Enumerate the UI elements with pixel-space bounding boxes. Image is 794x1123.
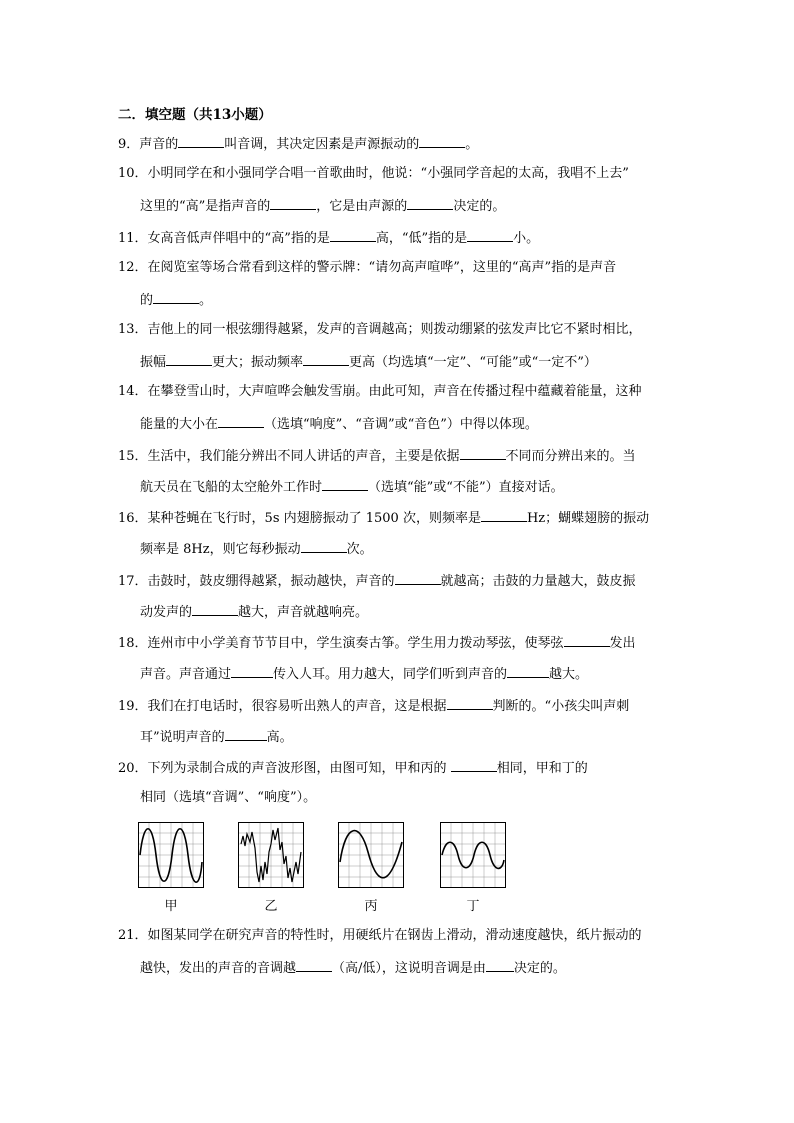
- question-13-line-2: 振幅 更大；振动频率 更高（均选填“一定”、“可能”或“一定不”）: [140, 352, 597, 372]
- question-10-line-1: 10．小明同学在和小强同学合唱一首歌曲时，他说：“小强同学音起的太高，我唱不上去”: [118, 166, 629, 181]
- section-title: 二．填空题（共13小题）: [118, 107, 272, 123]
- answer-blank[interactable]: [322, 477, 368, 491]
- answer-blank[interactable]: [225, 727, 267, 741]
- question-17-line-2: 动发声的 越大，声音就越响亮。: [140, 602, 368, 622]
- question-15-line-1: 15．生活中，我们能分辨出不同人讲话的声音，主要是依据 不同而分辨出来的。当: [118, 446, 636, 466]
- answer-blank[interactable]: [407, 196, 453, 210]
- answer-blank[interactable]: [178, 134, 224, 148]
- question-19-line-2: 耳”说明声音的 高。: [140, 727, 293, 747]
- answer-blank[interactable]: [301, 539, 347, 553]
- figure-label-bing: 丙: [364, 899, 378, 914]
- figure-label-ding: 丁: [466, 899, 480, 914]
- answer-blank[interactable]: [166, 352, 212, 366]
- question-15-line-2: 航天员在飞船的太空舱外工作时 （选填“能”或“不能”）直接对话。: [140, 477, 564, 497]
- question-14-line-2: 能量的大小在 （选填“响度”、“音调”或“音色”）中得以体现。: [140, 414, 538, 434]
- question-14-line-1: 14．在攀登雪山时，大声喧哗会触发雪崩。由此可知，声音在传播过程中蕴藏着能量，这种: [118, 384, 642, 399]
- answer-blank[interactable]: [564, 633, 610, 647]
- answer-blank[interactable]: [303, 352, 349, 366]
- waveform-bing: [338, 822, 404, 888]
- question-17-line-1: 17．击鼓时，鼓皮绷得越紧，振动越快，声音的 就越高；击鼓的力量越大，鼓皮振: [118, 571, 636, 591]
- question-12-line-2: 的 。: [140, 290, 212, 310]
- answer-blank[interactable]: [218, 414, 264, 428]
- question-16-line-2: 频率是 8Hz，则它每秒振动 次。: [140, 539, 373, 559]
- question-9: 9．声音的 叫音调，其决定因素是声源振动的 。: [118, 134, 478, 154]
- answer-blank[interactable]: [486, 958, 514, 972]
- answer-blank[interactable]: [447, 696, 493, 710]
- answer-blank[interactable]: [481, 508, 527, 522]
- answer-blank[interactable]: [330, 228, 376, 242]
- waveform-yi: [238, 822, 304, 888]
- question-21-line-2: 越快，发出的声音的音调越 （高/低），这说明音调是由 决定的。: [140, 958, 566, 978]
- answer-blank[interactable]: [231, 664, 273, 678]
- answer-blank[interactable]: [460, 446, 506, 460]
- question-11: 11．女高音低声伴唱中的“高”指的是 高，“低”指的是 小。: [118, 228, 539, 248]
- answer-blank[interactable]: [467, 228, 513, 242]
- answer-blank[interactable]: [270, 196, 316, 210]
- question-21-line-1: 21．如图某同学在研究声音的特性时，用硬纸片在钢齿上滑动，滑动速度越快，纸片振动的: [118, 928, 642, 943]
- figure-label-yi: 乙: [264, 899, 278, 914]
- answer-blank[interactable]: [192, 602, 238, 616]
- question-20-line-2: 相同（选填“音调”、“响度”）。: [140, 790, 317, 805]
- question-13-line-1: 13．吉他上的同一根弦绷得越紧，发声的音调越高；则拨动绷紧的弦发声比它不紧时相比，: [118, 322, 642, 337]
- answer-blank[interactable]: [153, 290, 199, 304]
- figure-label-jia: 甲: [164, 899, 178, 914]
- answer-blank[interactable]: [296, 958, 332, 972]
- answer-blank[interactable]: [395, 571, 441, 585]
- answer-blank[interactable]: [419, 134, 465, 148]
- waveform-jia: [138, 822, 204, 888]
- answer-blank[interactable]: [451, 758, 497, 772]
- question-16-line-1: 16．某种苍蝇在飞行时，5s 内翅膀振动了 1500 次，则频率是 Hz；蝴蝶翅膀的振动: [118, 508, 649, 528]
- question-10-line-2: 这里的“高”是指声音的 ，它是由声源的 决定的。: [140, 196, 505, 216]
- question-20-line-1: 20．下列为录制合成的声音波形图，由图可知，甲和丙的 相同，甲和丁的: [118, 758, 588, 778]
- question-18-line-2: 声音。声音通过 传入人耳。用力越大，同学们听到声音的 越大。: [140, 664, 588, 684]
- waveform-ding: [440, 822, 506, 888]
- question-19-line-1: 19．我们在打电话时，很容易听出熟人的声音，这是根据 判断的。“小孩尖叫声刺: [118, 696, 629, 716]
- answer-blank[interactable]: [507, 664, 549, 678]
- question-12-line-1: 12．在阅览室等场合常看到这样的警示牌：“请勿高声喧哗”，这里的“高声”指的是声音: [118, 260, 617, 275]
- question-18-line-1: 18．连州市中小学美育节节目中，学生演奏古筝。学生用力拨动琴弦，使琴弦 发出: [118, 633, 636, 653]
